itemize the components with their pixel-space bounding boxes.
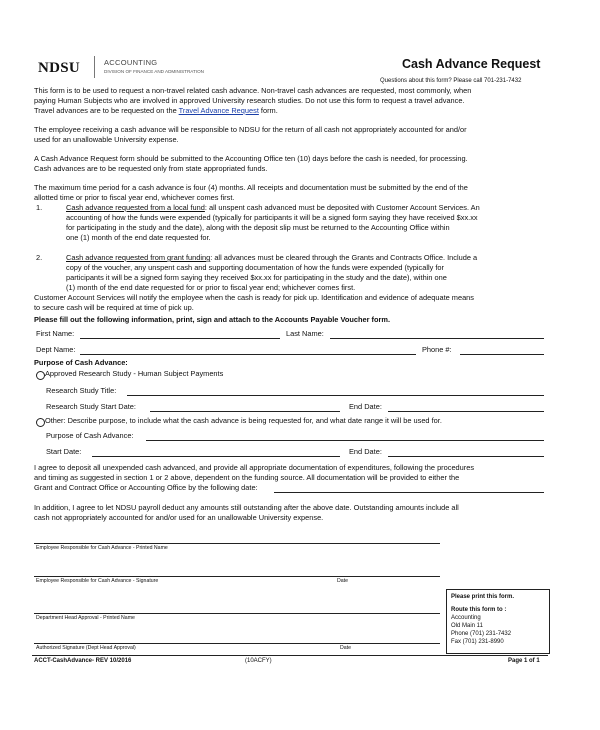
intro-p2-line1: The employee receiving a cash advance will be responsible to NDSU for the return of all cash not appropriately accounted for and/or — [34, 125, 467, 134]
item-1-line2: accounting of how the funds were expended (typically for participants it will be a signed form saying they have received $xx.xx — [66, 213, 478, 222]
phone-field[interactable] — [460, 354, 544, 355]
auth-signature-caption: Authorized Signature (Dept Head Approval) — [36, 645, 136, 651]
intro-p3-line1: A Cash Advance Request form should be submitted to the Accounting Office ten (10) days before the cash is needed, for processing. — [34, 154, 468, 163]
footer-form-id: ACCT-CashAdvance- REV 10/2016 — [34, 658, 132, 664]
agree-line2: and timing as suggested in section 1 or 2 above, dependent on the funding source. All documentation will be provided to either the — [34, 473, 460, 482]
route-box-route: Route this form to : — [451, 607, 507, 613]
phone-label: Phone #: — [422, 345, 452, 354]
travel-advance-link[interactable]: Travel Advance Request — [178, 106, 259, 115]
item-2-line3: participants it will be a signed form saying they received $xx.xx for participating in the study and the date), within one — [66, 273, 447, 282]
footer-page: Page 1 of 1 — [508, 658, 540, 664]
first-name-field[interactable] — [80, 338, 280, 339]
study-end-field[interactable] — [388, 411, 544, 412]
last-name-label: Last Name: — [286, 329, 324, 338]
dept-name: ACCOUNTING — [104, 58, 158, 67]
approved-research-radio[interactable] — [36, 371, 45, 380]
route-box-print: Please print this form. — [451, 594, 515, 600]
start-date-field[interactable] — [92, 456, 340, 457]
study-end-label: End Date: — [349, 402, 382, 411]
signature-line[interactable] — [34, 576, 440, 577]
questions-line: Questions about this form? Please call 701-231-7432 — [380, 78, 522, 84]
dept-name-label: Dept Name: — [36, 345, 76, 354]
intro-p1-line1: This form is to be used to request a non-travel related cash advance. Non-travel cash advances are requested, most commonly, when — [34, 86, 472, 95]
item-1-line3: for participating in the study and the date), along with the deposit slip must be returned to the Accounting Office within — [66, 223, 450, 232]
ndsu-logo: NDSU — [38, 60, 81, 76]
date1-caption: Date — [337, 578, 348, 584]
approved-research-label: Approved Research Study - Human Subject Payments — [45, 369, 224, 378]
date2-caption: Date — [340, 645, 351, 651]
item-2-line1: Cash advance requested from grant funding: all advances must be cleared through the Grants and Contracts Office. Include a — [66, 253, 478, 262]
footer-rule — [32, 655, 548, 656]
auth-signature-line[interactable] — [34, 643, 440, 644]
item-2-number: 2. — [36, 253, 43, 262]
study-title-label: Research Study Title: — [46, 386, 117, 395]
item-2-line2: copy of the voucher, any unspent cash and supporting documentation of how the funds were expended (typically for — [66, 263, 444, 272]
item-1-line1: Cash advance requested from a local fund: all unspent cash advanced must be deposited with Customer Account Services. An — [66, 203, 480, 212]
footer-code: (10ACFY) — [245, 658, 272, 664]
purpose-label: Purpose of Cash Advance: — [46, 431, 134, 440]
purpose-heading: Purpose of Cash Advance: — [34, 358, 128, 367]
start-date-label: Start Date: — [46, 447, 82, 456]
item-2-line4: (1) month of the end date requested for or prior to fiscal year end; whichever comes first. — [66, 283, 356, 292]
dept-head-line[interactable] — [34, 613, 440, 614]
intro-p2-line2: used for an unallowable University expense. — [34, 135, 179, 144]
end-date-field[interactable] — [388, 456, 544, 457]
printed-name-caption: Employee Responsible for Cash Advance - Printed Name — [36, 545, 168, 551]
intro-p4-line2: allotted time or prior to fiscal year end, whichever comes first. — [34, 193, 235, 202]
payroll-line2: cash not appropriately accounted for and/or used for an unallowable University expense. — [34, 513, 324, 522]
logo-divider — [94, 56, 95, 78]
agree-line3: Grant and Contract Office or Accounting Office by the following date: — [34, 483, 258, 492]
intro-p1-line3: Travel advances are to be requested on the Travel Advance Request form. — [34, 106, 278, 115]
documentation-date-field[interactable] — [274, 492, 544, 493]
route-box-line1: Accounting — [451, 615, 481, 621]
payroll-line1: In addition, I agree to let NDSU payroll deduct any amounts still outstanding after the above date. Outstanding amounts include all — [34, 503, 459, 512]
dept-subtitle: DIVISION OF FINANCE AND ADMINISTRATION — [104, 69, 204, 74]
notify-line2: to secure cash will be required at time of pick up. — [34, 303, 194, 312]
other-purpose-radio[interactable] — [36, 418, 45, 427]
notify-line1: Customer Account Services will notify the employee when the cash is ready for pick up. Identification and evidence of adequate means — [34, 293, 474, 302]
study-start-field[interactable] — [150, 411, 340, 412]
item-1-line4: one (1) month of the end date requested for. — [66, 233, 211, 242]
form-instruction: Please fill out the following information, print, sign and attach to the Accounts Payable Voucher form. — [34, 315, 391, 324]
route-box-line3: Phone (701) 231-7432 — [451, 631, 512, 637]
intro-p4-line1: The maximum time period for a cash advance is four (4) months. All receipts and documentation must be submitted by the end of the — [34, 183, 468, 192]
dept-head-caption: Department Head Approval - Printed Name — [36, 615, 135, 621]
route-box-line2: Old Main 11 — [451, 623, 483, 629]
end-date-label: End Date: — [349, 447, 382, 456]
agree-line1: I agree to deposit all unexpended cash advanced, and provide all appropriate documentation of expenditures, following the procedures — [34, 463, 475, 472]
signature-caption: Employee Responsible for Cash Advance - Signature — [36, 578, 159, 584]
last-name-field[interactable] — [330, 338, 544, 339]
first-name-label: First Name: — [36, 329, 75, 338]
intro-p1-line2: paying Human Subjects who are involved in approved University research studies. Do not use this form to request a travel advance. — [34, 96, 465, 105]
other-purpose-label: Other: Describe purpose, to include what the cash advance is being requested for, and what date range it will be used for. — [45, 416, 442, 425]
printed-name-line[interactable] — [34, 543, 440, 544]
study-start-label: Research Study Start Date: — [46, 402, 136, 411]
intro-p3-line2: Cash advances are to be requested only from state appropriated funds. — [34, 164, 268, 173]
route-box-line4: Fax (701) 231-8990 — [451, 639, 504, 645]
purpose-field[interactable] — [146, 440, 544, 441]
study-title-field[interactable] — [127, 395, 544, 396]
item-1-number: 1. — [36, 203, 43, 212]
dept-name-field[interactable] — [80, 354, 416, 355]
page-title: Cash Advance Request — [402, 57, 541, 71]
